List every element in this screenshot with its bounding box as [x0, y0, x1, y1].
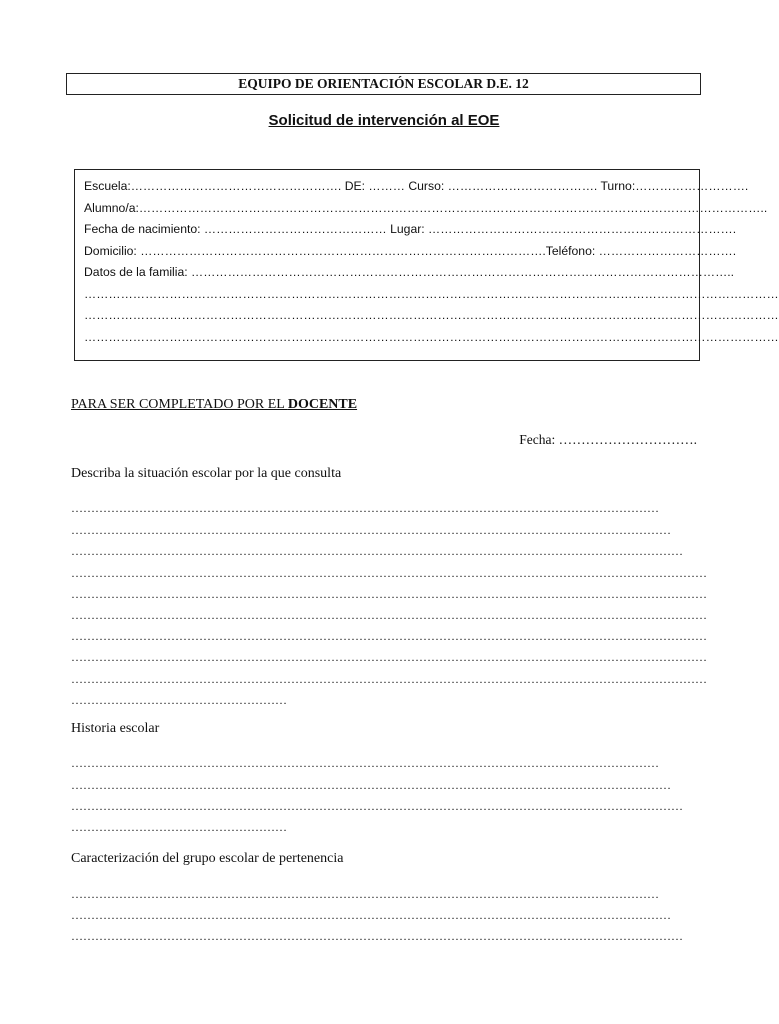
situacion-line[interactable]: ……………………………………………………………………………………………………………………………………………: [71, 566, 707, 580]
form-title: Solicitud de intervención al EOE: [268, 112, 500, 129]
team-title-box: [66, 73, 701, 95]
domicilio-line[interactable]: Domicilio: ……………………………………………………………………………………….Teléfono: …………………………….: [84, 243, 737, 258]
historia-line[interactable]: ………………………………………………………………………………………………………………………………………: [71, 799, 683, 813]
situacion-line[interactable]: ……………………………………………………………………………………………………………………………………………: [71, 608, 707, 622]
situacion-line[interactable]: ……………………………………………………………………………………………………………………………………………: [71, 650, 707, 664]
datos-familia-line[interactable]: Datos de la familia: ……………………………………………………………………………………………………………………..: [84, 265, 735, 279]
alumno-line[interactable]: Alumno/a:………………………………………………………………………………………………………………………………………..: [84, 200, 768, 215]
docente-heading-bold: DOCENTE: [287, 397, 358, 412]
situacion-line[interactable]: ………………………………………………………………………………………………………………………………………: [71, 544, 683, 558]
blank-line[interactable]: ………………………………………………………………………………………………………………………………………………………: [84, 286, 779, 301]
historia-line[interactable]: ……………………………………………………………………………………………………………………………………: [71, 778, 671, 792]
fecha-nacimiento-line[interactable]: Fecha de nacimiento: ……………………………………… Lugar: ………………………………………………………………….: [84, 222, 737, 236]
situacion-title: Describa la situación escolar por la que consulta: [71, 466, 342, 481]
team-title: EQUIPO DE ORIENTACIÓN ESCOLAR D.E. 12: [238, 76, 529, 91]
blank-line[interactable]: ………………………………………………………………………………………………………………………………………………………: [84, 329, 779, 344]
blank-line[interactable]: ………………………………………………………………………………………………………………………………………………………: [84, 308, 779, 322]
grupo-title: Caracterización del grupo escolar de pertenencia: [71, 851, 344, 866]
docente-heading-text: PARA SER COMPLETADO POR EL: [71, 397, 288, 412]
grupo-line[interactable]: ……………………………………………………………………………………………………………………………………: [71, 908, 671, 922]
grupo-line[interactable]: …………………………………………………………………………………………………………………………………: [71, 887, 659, 901]
historia-line[interactable]: ………………………………………………: [71, 820, 287, 834]
docente-heading: [71, 397, 357, 413]
grupo-line[interactable]: ………………………………………………………………………………………………………………………………………: [71, 929, 683, 943]
escuela-line[interactable]: Escuela:……………………………………………. DE: ……… Curso: ………………………………. Turno:……………………….: [84, 179, 749, 193]
fecha-field[interactable]: Fecha: ………………………….: [519, 432, 697, 447]
historia-title: Historia escolar: [71, 721, 160, 736]
situacion-line[interactable]: ……………………………………………………………………………………………………………………………………………: [71, 629, 707, 643]
situacion-line[interactable]: ……………………………………………………………………………………………………………………………………………: [71, 672, 707, 686]
situacion-line[interactable]: ……………………………………………………………………………………………………………………………………: [71, 523, 671, 537]
student-info-box: [74, 169, 779, 361]
situacion-line[interactable]: ………………………………………………: [71, 693, 287, 707]
situacion-line[interactable]: …………………………………………………………………………………………………………………………………: [71, 501, 659, 515]
historia-line[interactable]: …………………………………………………………………………………………………………………………………: [71, 756, 659, 770]
situacion-line[interactable]: ……………………………………………………………………………………………………………………………………………: [71, 587, 707, 601]
